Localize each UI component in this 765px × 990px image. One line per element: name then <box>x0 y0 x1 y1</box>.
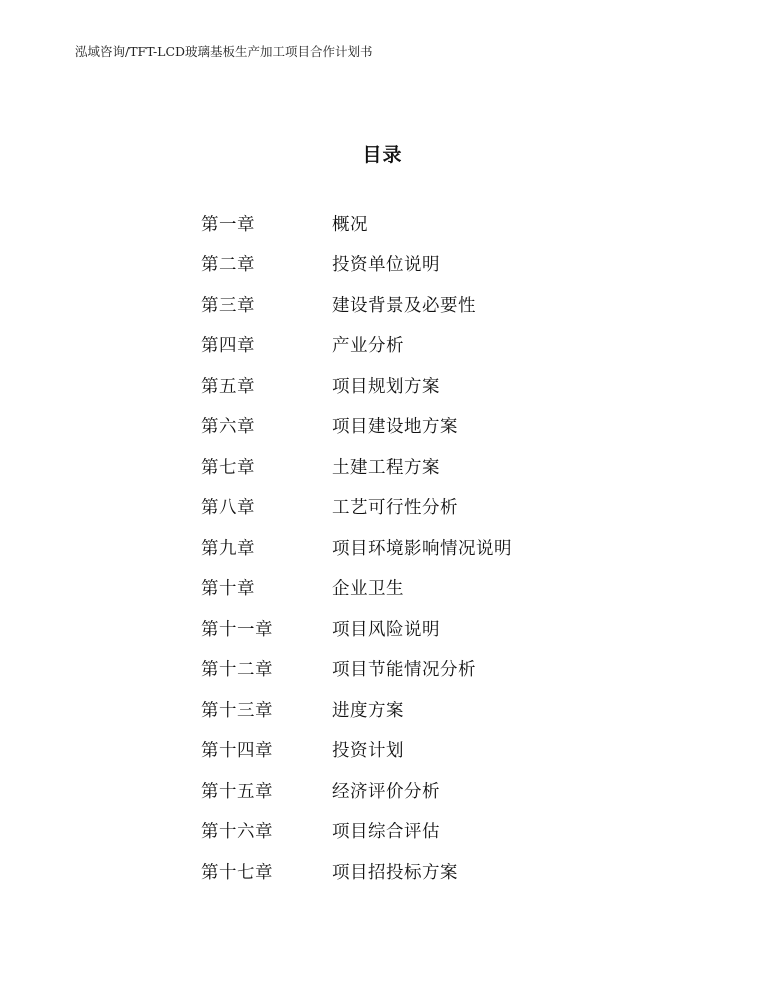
toc-entry[interactable] <box>201 811 512 852</box>
toc-chapter-name: 项目建设地方案 <box>332 417 458 438</box>
toc-chapter-number: 第十五章 <box>201 781 273 802</box>
toc-entry[interactable] <box>201 406 512 447</box>
toc-chapter-name: 项目环境影响情况说明 <box>332 538 512 559</box>
toc-chapter-name: 建设背景及必要性 <box>332 295 476 316</box>
toc-entry[interactable] <box>201 203 512 244</box>
toc-chapter-number: 第九章 <box>201 538 255 559</box>
toc-entry[interactable] <box>201 608 512 649</box>
toc-chapter-name: 投资单位说明 <box>332 255 440 276</box>
toc-chapter-number: 第十一章 <box>201 619 273 640</box>
toc-title: 目录 <box>362 144 403 166</box>
toc-chapter-name: 产业分析 <box>332 336 404 357</box>
toc-entry[interactable] <box>201 649 512 690</box>
toc-entry[interactable] <box>201 244 512 285</box>
toc-chapter-number: 第十二章 <box>201 660 273 681</box>
toc-chapter-name: 进度方案 <box>332 700 404 721</box>
toc-chapter-name: 项目规划方案 <box>332 376 440 397</box>
toc-chapter-name: 项目风险说明 <box>332 619 440 640</box>
toc-chapter-number: 第十七章 <box>201 862 273 883</box>
toc-chapter-name: 土建工程方案 <box>332 457 440 478</box>
toc-entry[interactable] <box>201 527 512 568</box>
toc-chapter-number: 第一章 <box>201 214 255 235</box>
toc-entry[interactable] <box>201 446 512 487</box>
toc-chapter-name: 投资计划 <box>332 741 404 762</box>
toc-chapter-number: 第六章 <box>201 417 255 438</box>
toc-chapter-number: 第十章 <box>201 579 255 600</box>
toc-chapter-number: 第八章 <box>201 498 255 519</box>
toc-entry[interactable] <box>201 325 512 366</box>
toc-chapter-name: 项目招投标方案 <box>332 862 458 883</box>
toc-chapter-number: 第十三章 <box>201 700 273 721</box>
toc-entry[interactable] <box>201 730 512 771</box>
toc-chapter-name: 企业卫生 <box>332 579 404 600</box>
toc-chapter-number: 第二章 <box>201 255 255 276</box>
toc-chapter-number: 第十六章 <box>201 822 273 843</box>
toc-entry[interactable] <box>201 851 512 892</box>
toc-entry[interactable] <box>201 770 512 811</box>
toc-chapter-number: 第十四章 <box>201 741 273 762</box>
toc-entry[interactable] <box>201 365 512 406</box>
toc-chapter-number: 第七章 <box>201 457 255 478</box>
toc-chapter-name: 项目节能情况分析 <box>332 660 476 681</box>
toc-chapter-number: 第四章 <box>201 336 255 357</box>
toc-chapter-name: 经济评价分析 <box>332 781 440 802</box>
toc-entry[interactable] <box>201 487 512 528</box>
toc-chapter-name: 工艺可行性分析 <box>332 498 458 519</box>
toc-chapter-number: 第五章 <box>201 376 255 397</box>
page-header: 泓域咨询/TFT-LCD玻璃基板生产加工项目合作计划书 <box>75 44 373 59</box>
toc-entry[interactable] <box>201 284 512 325</box>
toc-entry[interactable] <box>201 568 512 609</box>
toc-entry[interactable] <box>201 689 512 730</box>
toc-chapter-number: 第三章 <box>201 295 255 316</box>
toc-chapter-name: 概况 <box>332 214 368 235</box>
table-of-contents <box>201 203 512 892</box>
toc-chapter-name: 项目综合评估 <box>332 822 440 843</box>
